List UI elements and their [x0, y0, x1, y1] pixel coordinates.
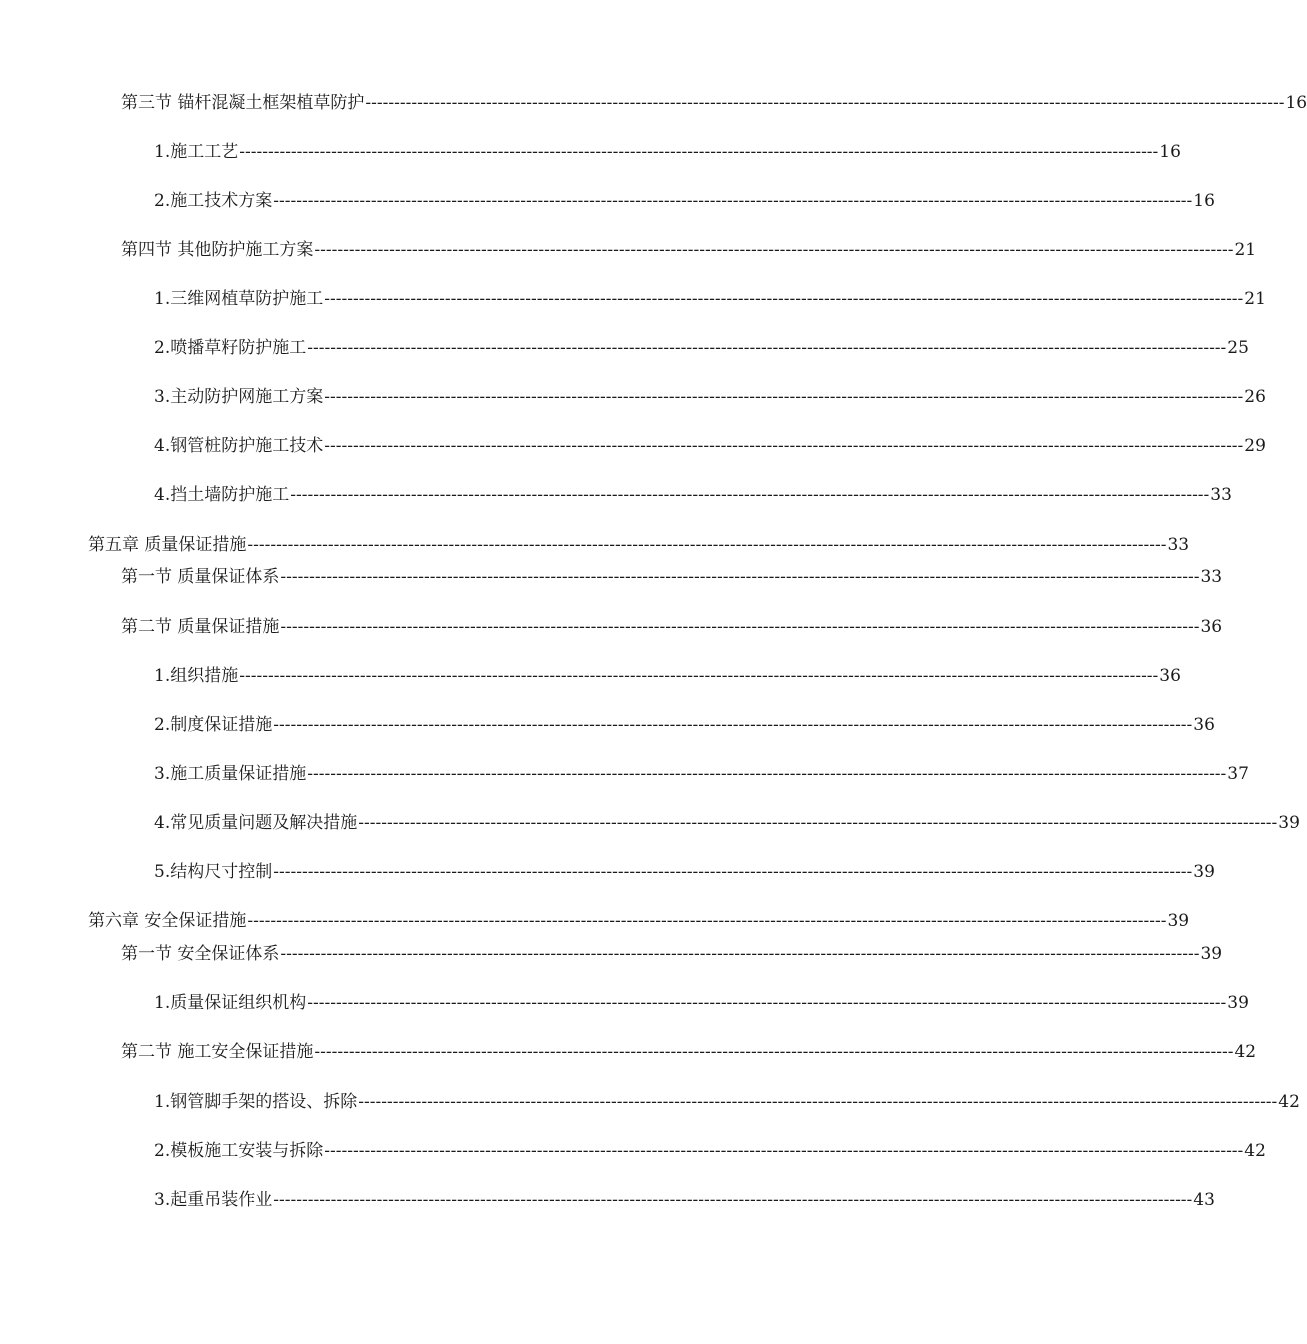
toc-leader-dashes: ----------------------------------------------------------------------------------------------------------------------------------------------------------------	[365, 93, 1285, 113]
toc-entry-title: 2.喷播草籽防护施工	[154, 338, 307, 358]
toc-entry[interactable]	[121, 616, 1223, 638]
toc-leader-dashes: ----------------------------------------------------------------------------------------------------------------------------------------------------------------	[307, 993, 1227, 1013]
toc-entry[interactable]	[121, 239, 1257, 261]
toc-entry[interactable]	[154, 665, 1181, 687]
toc-entry[interactable]	[121, 943, 1223, 965]
toc-entry-page: 42	[1244, 1141, 1266, 1161]
toc-entry-title: 第四节 其他防护施工方案	[121, 240, 314, 260]
toc-leader-dashes: ----------------------------------------------------------------------------------------------------------------------------------------------------------------	[280, 617, 1200, 637]
toc-leader-dashes: ----------------------------------------------------------------------------------------------------------------------------------------------------------------	[324, 436, 1244, 456]
toc-entry[interactable]	[154, 992, 1249, 1014]
toc-entry[interactable]	[154, 812, 1300, 834]
toc-entry-page: 39	[1167, 911, 1190, 931]
toc-leader-dashes: ----------------------------------------------------------------------------------------------------------------------------------------------------------------	[273, 862, 1193, 882]
toc-entry-title: 第一节 质量保证体系	[121, 567, 280, 587]
toc-entry-page: 39	[1193, 862, 1215, 882]
toc-leader-dashes: ----------------------------------------------------------------------------------------------------------------------------------------------------------------	[314, 240, 1234, 260]
toc-entry-page: 39	[1200, 944, 1223, 964]
toc-leader-dashes: ----------------------------------------------------------------------------------------------------------------------------------------------------------------	[314, 1042, 1234, 1062]
toc-entry[interactable]	[121, 566, 1223, 588]
toc-entry-title: 1.钢管脚手架的搭设、拆除	[154, 1092, 358, 1112]
toc-entry-page: 36	[1200, 617, 1223, 637]
toc-leader-dashes: ----------------------------------------------------------------------------------------------------------------------------------------------------------------	[239, 666, 1159, 686]
toc-entry-title: 第一节 安全保证体系	[121, 944, 280, 964]
toc-entry[interactable]	[154, 484, 1232, 506]
toc-leader-dashes: ----------------------------------------------------------------------------------------------------------------------------------------------------------------	[273, 715, 1193, 735]
toc-entry-title: 第六章 安全保证措施	[88, 911, 247, 931]
toc-entry-page: 16	[1285, 93, 1307, 113]
toc-leader-dashes: ----------------------------------------------------------------------------------------------------------------------------------------------------------------	[307, 764, 1227, 784]
toc-entry-page: 21	[1244, 289, 1266, 309]
toc-entry-page: 26	[1244, 387, 1266, 407]
toc-leader-dashes: ----------------------------------------------------------------------------------------------------------------------------------------------------------------	[273, 1190, 1193, 1210]
toc-entry-page: 36	[1193, 715, 1215, 735]
toc-entry-title: 3.施工质量保证措施	[154, 764, 307, 784]
toc-entry[interactable]	[154, 1189, 1215, 1211]
toc-entry-page: 33	[1200, 567, 1223, 587]
toc-entry-title: 第二节 质量保证措施	[121, 617, 280, 637]
toc-leader-dashes: ----------------------------------------------------------------------------------------------------------------------------------------------------------------	[324, 1141, 1244, 1161]
toc-entry-title: 5.结构尺寸控制	[154, 862, 273, 882]
toc-leader-dashes: ----------------------------------------------------------------------------------------------------------------------------------------------------------------	[358, 1092, 1278, 1112]
toc-entry-page: 37	[1227, 764, 1249, 784]
toc-entry-page: 39	[1227, 993, 1249, 1013]
toc-entry-page: 43	[1193, 1190, 1215, 1210]
toc-entry[interactable]	[154, 337, 1249, 359]
toc-leader-dashes: ----------------------------------------------------------------------------------------------------------------------------------------------------------------	[324, 387, 1244, 407]
toc-entry[interactable]	[154, 435, 1266, 457]
toc-entry-page: 25	[1227, 338, 1249, 358]
toc-leader-dashes: ----------------------------------------------------------------------------------------------------------------------------------------------------------------	[247, 911, 1167, 931]
toc-entry[interactable]	[88, 534, 1190, 556]
toc-entry-title: 4.常见质量问题及解决措施	[154, 813, 358, 833]
toc-entry-title: 3.主动防护网施工方案	[154, 387, 324, 407]
toc-entry-page: 21	[1234, 240, 1257, 260]
toc-entry-title: 1.施工工艺	[154, 142, 239, 162]
toc-entry-title: 4.挡土墙防护施工	[154, 485, 290, 505]
toc-entry-page: 36	[1159, 666, 1181, 686]
toc-entry-page: 33	[1167, 535, 1190, 555]
toc-leader-dashes: ----------------------------------------------------------------------------------------------------------------------------------------------------------------	[280, 567, 1200, 587]
toc-entry-title: 1.三维网植草防护施工	[154, 289, 324, 309]
toc-entry-page: 16	[1193, 191, 1215, 211]
toc-entry-page: 33	[1210, 485, 1232, 505]
toc-leader-dashes: ----------------------------------------------------------------------------------------------------------------------------------------------------------------	[290, 485, 1210, 505]
toc-entry-title: 1.质量保证组织机构	[154, 993, 307, 1013]
toc-entry[interactable]	[154, 386, 1266, 408]
toc-leader-dashes: ----------------------------------------------------------------------------------------------------------------------------------------------------------------	[307, 338, 1227, 358]
toc-leader-dashes: ----------------------------------------------------------------------------------------------------------------------------------------------------------------	[358, 813, 1278, 833]
toc-leader-dashes: ----------------------------------------------------------------------------------------------------------------------------------------------------------------	[280, 944, 1200, 964]
toc-entry-title: 第三节 锚杆混凝土框架植草防护	[121, 93, 365, 113]
toc-entry[interactable]	[121, 1041, 1257, 1063]
toc-entry-title: 2.施工技术方案	[154, 191, 273, 211]
toc-entry[interactable]	[154, 1140, 1266, 1162]
toc-entry-title: 2.模板施工安装与拆除	[154, 1141, 324, 1161]
toc-entry-title: 第二节 施工安全保证措施	[121, 1042, 314, 1062]
toc-entry[interactable]	[154, 288, 1266, 310]
toc-entry[interactable]	[154, 1091, 1300, 1113]
toc-entry-title: 3.起重吊装作业	[154, 1190, 273, 1210]
toc-entry-page: 39	[1278, 813, 1300, 833]
toc-entry[interactable]	[154, 861, 1215, 883]
toc-entry[interactable]	[154, 714, 1215, 736]
toc-entry-title: 第五章 质量保证措施	[88, 535, 247, 555]
toc-entry-page: 42	[1278, 1092, 1300, 1112]
toc-entry[interactable]	[154, 141, 1181, 163]
toc-entry[interactable]	[88, 910, 1190, 932]
toc-leader-dashes: ----------------------------------------------------------------------------------------------------------------------------------------------------------------	[247, 535, 1167, 555]
toc-entry-title: 1.组织措施	[154, 666, 239, 686]
toc-entry-page: 16	[1159, 142, 1181, 162]
toc-entry-title: 2.制度保证措施	[154, 715, 273, 735]
toc-entry-page: 29	[1244, 436, 1266, 456]
toc-entry-page: 42	[1234, 1042, 1257, 1062]
toc-entry[interactable]	[154, 763, 1249, 785]
toc-leader-dashes: ----------------------------------------------------------------------------------------------------------------------------------------------------------------	[239, 142, 1159, 162]
toc-entry-title: 4.钢管桩防护施工技术	[154, 436, 324, 456]
toc-leader-dashes: ----------------------------------------------------------------------------------------------------------------------------------------------------------------	[273, 191, 1193, 211]
toc-leader-dashes: ----------------------------------------------------------------------------------------------------------------------------------------------------------------	[324, 289, 1244, 309]
toc-entry[interactable]	[121, 92, 1307, 114]
toc-entry[interactable]	[154, 190, 1215, 212]
